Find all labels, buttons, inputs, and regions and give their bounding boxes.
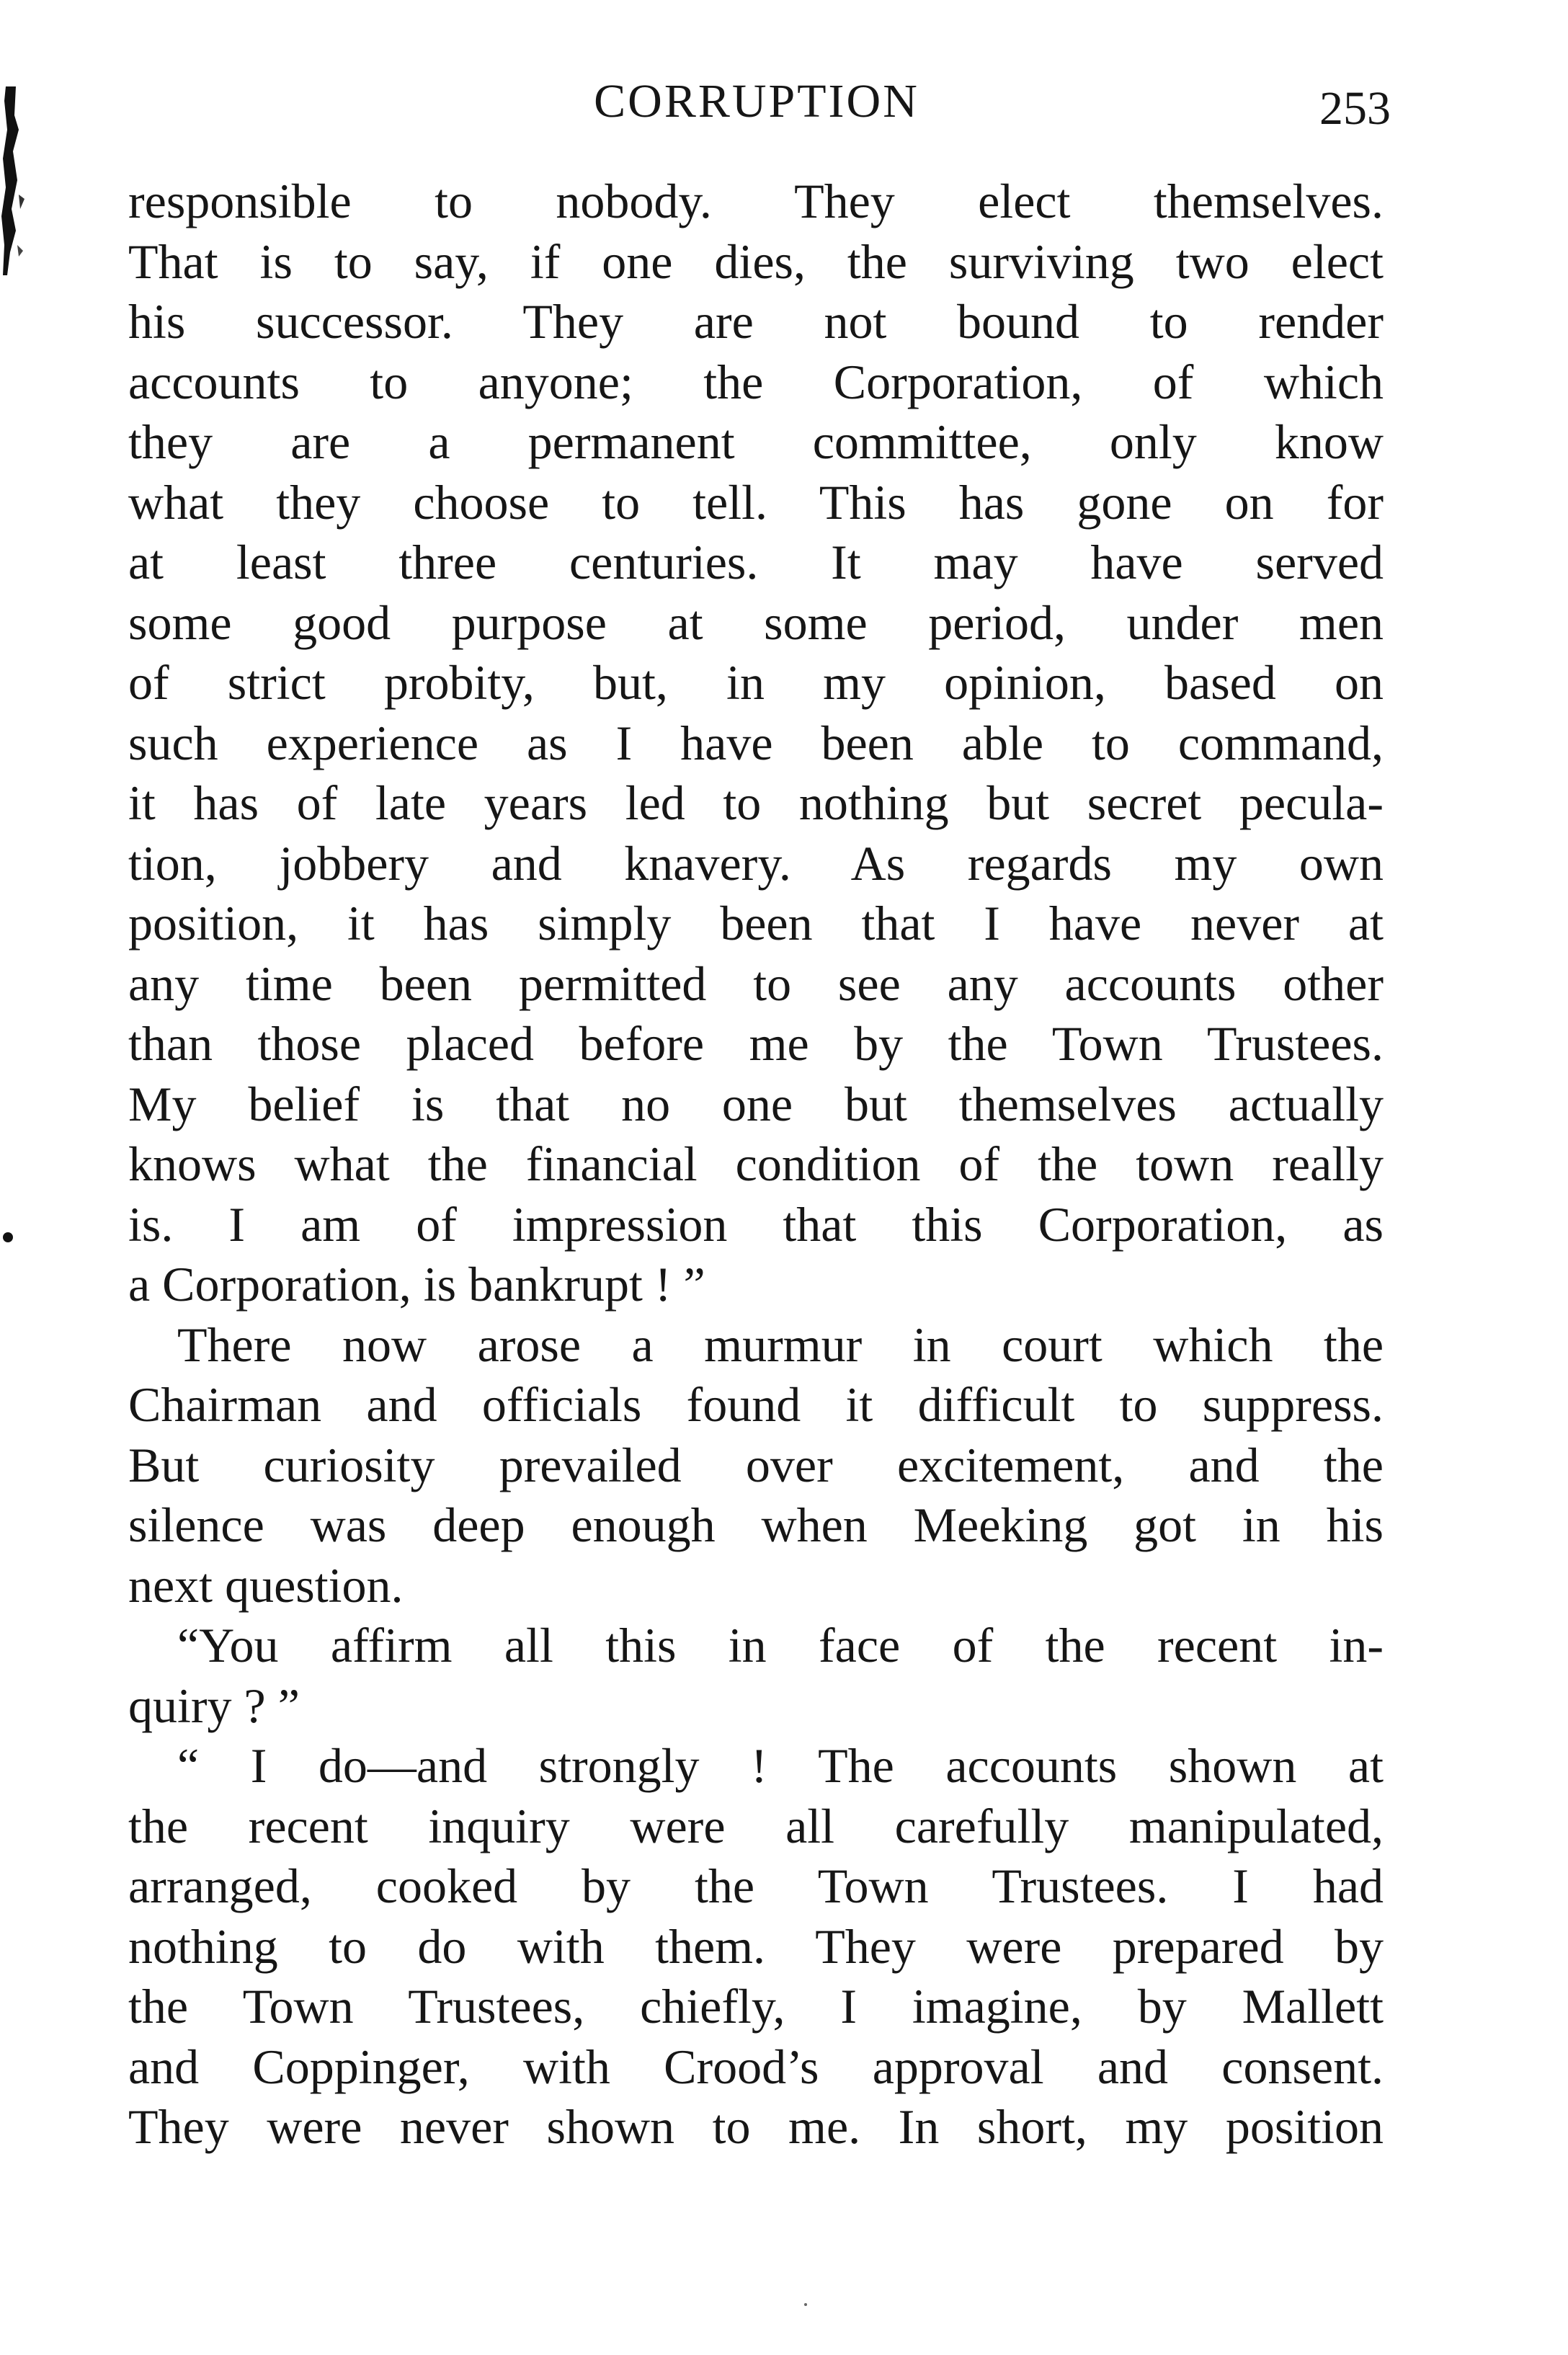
text-line: his successor. They are not bound to render bbox=[128, 294, 1384, 349]
text-line: That is to say, if one dies, the surviving two elect bbox=[128, 233, 1384, 289]
text-line: quiry ? ” bbox=[128, 1678, 300, 1733]
text-line: “ I do—and strongly ! The accounts shown at bbox=[177, 1738, 1384, 1793]
text-line: There now arose a murmur in court which the bbox=[177, 1317, 1384, 1372]
text-line: at least three centuries. It may have served bbox=[128, 535, 1384, 589]
text-line: But curiosity prevailed over excitement, and the bbox=[128, 1437, 1384, 1492]
text-line: Chairman and officials found it difficult to suppress. bbox=[128, 1377, 1384, 1432]
text-line: than those placed before me by the Town Trustees. bbox=[128, 1016, 1384, 1071]
binding-edge-mark bbox=[0, 86, 26, 275]
chapter-title: CORRUPTION bbox=[594, 75, 919, 128]
page-number: 253 bbox=[1319, 82, 1391, 135]
text-line: is. I am of impression that this Corporation, as bbox=[128, 1196, 1384, 1252]
paper-speck bbox=[804, 2303, 807, 2306]
text-line: a Corporation, is bankrupt ! ” bbox=[128, 1257, 705, 1312]
text-line: of strict probity, but, in my opinion, based on bbox=[128, 655, 1384, 710]
text-line: it has of late years led to nothing but secret pecula- bbox=[128, 775, 1384, 830]
text-line: position, it has simply been that I have never at bbox=[128, 896, 1384, 951]
running-header bbox=[122, 69, 1391, 134]
text-line: next question. bbox=[128, 1557, 404, 1613]
margin-ink-dot bbox=[3, 1232, 13, 1242]
text-line: My belief is that no one but themselves actually bbox=[128, 1076, 1384, 1131]
text-line: the Town Trustees, chiefly, I imagine, by Mallett bbox=[128, 1979, 1384, 2034]
text-line: what they choose to tell. This has gone on for bbox=[128, 474, 1384, 530]
body-text bbox=[128, 172, 1384, 2158]
text-line: knows what the financial condition of the town really bbox=[128, 1136, 1384, 1191]
text-line: responsible to nobody. They elect themselves. bbox=[128, 174, 1384, 228]
text-line: such experience as I have been able to command, bbox=[128, 715, 1384, 770]
text-line: any time been permitted to see any accounts other bbox=[128, 956, 1384, 1011]
text-line: silence was deep enough when Meeking got in his bbox=[128, 1497, 1384, 1552]
text-line: some good purpose at some period, under men bbox=[128, 595, 1384, 650]
text-line: They were never shown to me. In short, my position bbox=[128, 2099, 1384, 2154]
text-line: they are a permanent committee, only know bbox=[128, 414, 1384, 469]
text-line: “You affirm all this in face of the recent in- bbox=[177, 1618, 1384, 1673]
text-line: accounts to anyone; the Corporation, of which bbox=[128, 354, 1384, 409]
text-line: tion, jobbery and knavery. As regards my own bbox=[128, 835, 1384, 891]
text-line: arranged, cooked by the Town Trustees. I had bbox=[128, 1858, 1384, 1913]
text-line: the recent inquiry were all carefully manipulated, bbox=[128, 1798, 1384, 1853]
text-line: nothing to do with them. They were prepared by bbox=[128, 1918, 1384, 1974]
text-line: and Coppinger, with Crood’s approval and consent. bbox=[128, 2039, 1384, 2094]
